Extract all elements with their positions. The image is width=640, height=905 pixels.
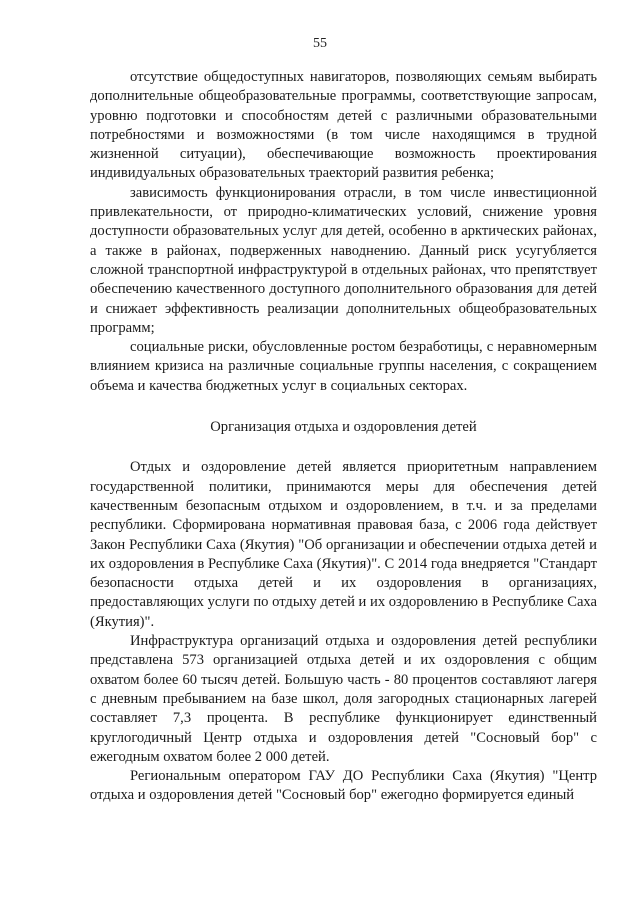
paragraph-recreation-policy: Отдых и оздоровление детей является приоритетным направлением государственной политики, принимаются меры для обеспечения детей качественным безопасным отдыхом и оздоровлением, в т.ч. и за пределами республики. Сформирована нормативная правовая база, с 2006 года действует Закон Республики Саха (Якутия) "Об организации и обеспечении отдыха детей и их оздоровления в Республике Саха (Якутия)". С 2014 года внедряется "Стандарт безопасности отдыха детей и их оздоровления в организациях, предоставляющих услуги по отдыху детей и их оздоровлению в Республике Саха (Якутия)". — [90, 459, 598, 630]
section-heading: Организация отдыха и оздоровления детей — [210, 419, 477, 436]
paragraph-risk-navigators: отсутствие общедоступных навигаторов, позволяющих семьям выбирать дополнительные общеобразовательные программы, соответствующие запросам, уровню подготовки и способностям детей с различными образовательными потребностями и возможностями (в том числе находящимся в трудной жизненной ситуации), обеспечивающие возможность проектирования индивидуальных образовательных траекторий развития ребенка; — [90, 69, 597, 182]
paragraph-risk-social: социальные риски, обусловленные ростом безработицы, с неравномерным влиянием кризиса на различные социальные группы населения, с сокращением объема и качества бюджетных услуг в социальных секторах. — [90, 339, 597, 394]
paragraph-risk-climate: зависимость функционирования отрасли, в том числе инвестиционной привлекательности, от природно-климатических условий, снижение уровня доступности образовательных услуг для детей, особенно в арктических районах, а также в районах, подверженных наводнению. Данный риск усугубляется сложной транспортной инфраструктурой в отдельных районах, что препятствует обеспечению качественного доступного дополнительного образования для детей и снижает эффективность реализации дополнительных общеобразовательных программ; — [90, 184, 597, 336]
document-body — [90, 68, 597, 806]
paragraph-regional-operator: Региональным оператором ГАУ ДО Республики Саха (Якутия) "Центр отдыха и оздоровления детей "Сосновый бор" ежегодно формируется единый — [90, 768, 597, 804]
paragraph-infrastructure: Инфраструктура организаций отдыха и оздоровления детей республики представлена 573 организацией отдыха детей и их оздоровления с общим охватом более 60 тысяч детей. Большую часть - 80 процентов составляют лагеря с дневным пребыванием на базе школ, доля загородных стационарных лагерей составляет 7,3 процента. В республике функционирует единственный круглогодичный Центр отдыха и оздоровления детей "Сосновый бор" с ежегодным охватом более 2 000 детей. — [90, 633, 597, 765]
page-number: 55 — [313, 36, 327, 51]
